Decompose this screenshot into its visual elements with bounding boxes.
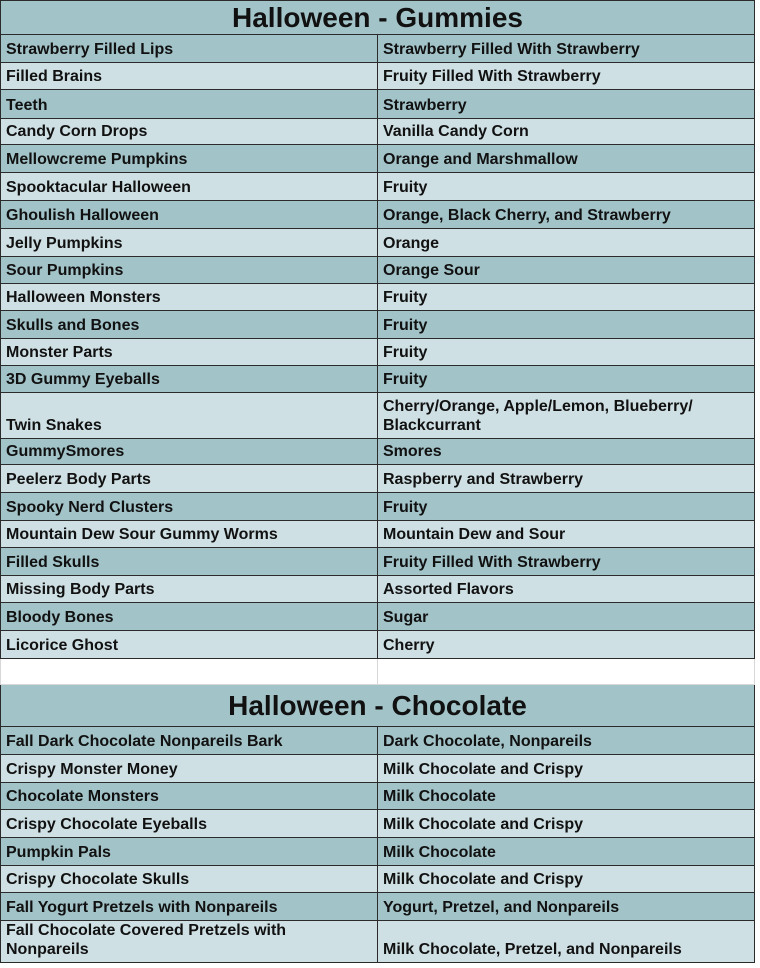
candy-name-cell[interactable]: Filled Brains xyxy=(1,63,378,90)
table-row xyxy=(1,893,755,921)
candy-name-cell[interactable]: Halloween Monsters xyxy=(1,284,378,311)
flavor-cell[interactable]: Milk Chocolate and Crispy xyxy=(378,866,755,893)
table-row xyxy=(1,521,755,548)
table-row xyxy=(1,257,755,284)
flavor-cell[interactable]: Milk Chocolate, Pretzel, and Nonpareils xyxy=(378,921,755,963)
candy-name-cell[interactable]: Monster Parts xyxy=(1,339,378,366)
flavor-cell[interactable]: Fruity xyxy=(378,493,755,521)
empty-cell[interactable] xyxy=(378,659,755,685)
flavor-cell[interactable]: Strawberry xyxy=(378,90,755,119)
table-row xyxy=(1,783,755,810)
candy-name-cell[interactable]: Fall Yogurt Pretzels with Nonpareils xyxy=(1,893,378,921)
candy-name-cell[interactable]: Pumpkin Pals xyxy=(1,838,378,866)
table-row xyxy=(1,493,755,521)
table-row xyxy=(1,339,755,366)
flavor-cell[interactable]: Fruity xyxy=(378,311,755,339)
candy-name-cell[interactable]: Teeth xyxy=(1,90,378,119)
candy-name-cell[interactable]: Spooktacular Halloween xyxy=(1,173,378,201)
table-row xyxy=(1,755,755,783)
table-row xyxy=(1,439,755,465)
flavor-cell[interactable]: Smores xyxy=(378,439,755,465)
flavor-cell[interactable]: Mountain Dew and Sour xyxy=(378,521,755,548)
candy-name-cell[interactable]: Skulls and Bones xyxy=(1,311,378,339)
flavor-cell[interactable]: Milk Chocolate xyxy=(378,838,755,866)
candy-name-cell[interactable]: Mountain Dew Sour Gummy Worms xyxy=(1,521,378,548)
flavor-cell[interactable]: Assorted Flavors xyxy=(378,576,755,603)
table-row xyxy=(1,63,755,90)
flavor-cell[interactable]: Cherry/Orange, Apple/Lemon, Blueberry/ Blackcurrant xyxy=(378,393,755,439)
candy-name-cell[interactable]: Ghoulish Halloween xyxy=(1,201,378,229)
flavor-cell[interactable]: Fruity Filled With Strawberry xyxy=(378,548,755,576)
candy-name-cell[interactable]: GummySmores xyxy=(1,439,378,465)
candy-name-cell[interactable]: Peelerz Body Parts xyxy=(1,465,378,493)
candy-name-cell[interactable]: Mellowcreme Pumpkins xyxy=(1,145,378,173)
flavor-cell[interactable]: Yogurt, Pretzel, and Nonpareils xyxy=(378,893,755,921)
candy-name-cell[interactable]: Jelly Pumpkins xyxy=(1,229,378,257)
flavor-cell[interactable]: Orange and Marshmallow xyxy=(378,145,755,173)
section-title[interactable]: Halloween - Gummies xyxy=(1,1,755,35)
flavor-cell[interactable]: Fruity xyxy=(378,339,755,366)
flavor-cell[interactable]: Orange Sour xyxy=(378,257,755,284)
flavor-cell[interactable]: Sugar xyxy=(378,603,755,631)
empty-cell[interactable] xyxy=(1,659,378,685)
table-row xyxy=(1,145,755,173)
blank-row xyxy=(1,659,755,685)
table-row xyxy=(1,173,755,201)
flavor-cell[interactable]: Milk Chocolate xyxy=(378,783,755,810)
flavor-cell[interactable]: Milk Chocolate and Crispy xyxy=(378,755,755,783)
candy-name-cell[interactable]: Crispy Chocolate Eyeballs xyxy=(1,810,378,838)
candy-name-cell[interactable]: Chocolate Monsters xyxy=(1,783,378,810)
candy-name-cell[interactable]: Sour Pumpkins xyxy=(1,257,378,284)
flavor-cell[interactable]: Fruity Filled With Strawberry xyxy=(378,63,755,90)
flavor-cell[interactable]: Fruity xyxy=(378,173,755,201)
flavor-cell[interactable]: Strawberry Filled With Strawberry xyxy=(378,35,755,63)
candy-name-cell[interactable]: Candy Corn Drops xyxy=(1,119,378,145)
flavor-cell[interactable]: Orange, Black Cherry, and Strawberry xyxy=(378,201,755,229)
table-row xyxy=(1,727,755,755)
table-row xyxy=(1,201,755,229)
flavor-cell[interactable]: Cherry xyxy=(378,631,755,659)
candy-name-cell[interactable]: Twin Snakes xyxy=(1,393,378,439)
table-row xyxy=(1,921,755,963)
table-row xyxy=(1,810,755,838)
section-title[interactable]: Halloween - Chocolate xyxy=(1,685,755,727)
table-row xyxy=(1,366,755,393)
flavor-cell[interactable]: Raspberry and Strawberry xyxy=(378,465,755,493)
flavor-cell[interactable]: Milk Chocolate and Crispy xyxy=(378,810,755,838)
candy-name-cell[interactable]: Fall Chocolate Covered Pretzels with Nonpareils xyxy=(1,921,378,963)
flavor-cell[interactable]: Fruity xyxy=(378,284,755,311)
table-row xyxy=(1,603,755,631)
candy-name-cell[interactable]: Crispy Monster Money xyxy=(1,755,378,783)
table-row xyxy=(1,631,755,659)
candy-name-cell[interactable]: Strawberry Filled Lips xyxy=(1,35,378,63)
section-title-row xyxy=(1,1,755,35)
candy-name-cell[interactable]: Filled Skulls xyxy=(1,548,378,576)
table-row xyxy=(1,90,755,119)
table-row xyxy=(1,393,755,439)
table-row xyxy=(1,119,755,145)
candy-name-cell[interactable]: 3D Gummy Eyeballs xyxy=(1,366,378,393)
table-row xyxy=(1,465,755,493)
table-row xyxy=(1,229,755,257)
table-row xyxy=(1,576,755,603)
candy-name-cell[interactable]: Bloody Bones xyxy=(1,603,378,631)
table-row xyxy=(1,548,755,576)
candy-name-cell[interactable]: Fall Dark Chocolate Nonpareils Bark xyxy=(1,727,378,755)
table-row xyxy=(1,311,755,339)
flavor-cell[interactable]: Vanilla Candy Corn xyxy=(378,119,755,145)
table-row xyxy=(1,866,755,893)
flavor-cell[interactable]: Orange xyxy=(378,229,755,257)
table-row xyxy=(1,35,755,63)
table-row xyxy=(1,284,755,311)
section-title-row xyxy=(1,685,755,727)
flavor-cell[interactable]: Fruity xyxy=(378,366,755,393)
candy-name-cell[interactable]: Missing Body Parts xyxy=(1,576,378,603)
candy-name-cell[interactable]: Licorice Ghost xyxy=(1,631,378,659)
candy-name-cell[interactable]: Spooky Nerd Clusters xyxy=(1,493,378,521)
table-row xyxy=(1,838,755,866)
candy-name-cell[interactable]: Crispy Chocolate Skulls xyxy=(1,866,378,893)
flavor-cell[interactable]: Dark Chocolate, Nonpareils xyxy=(378,727,755,755)
